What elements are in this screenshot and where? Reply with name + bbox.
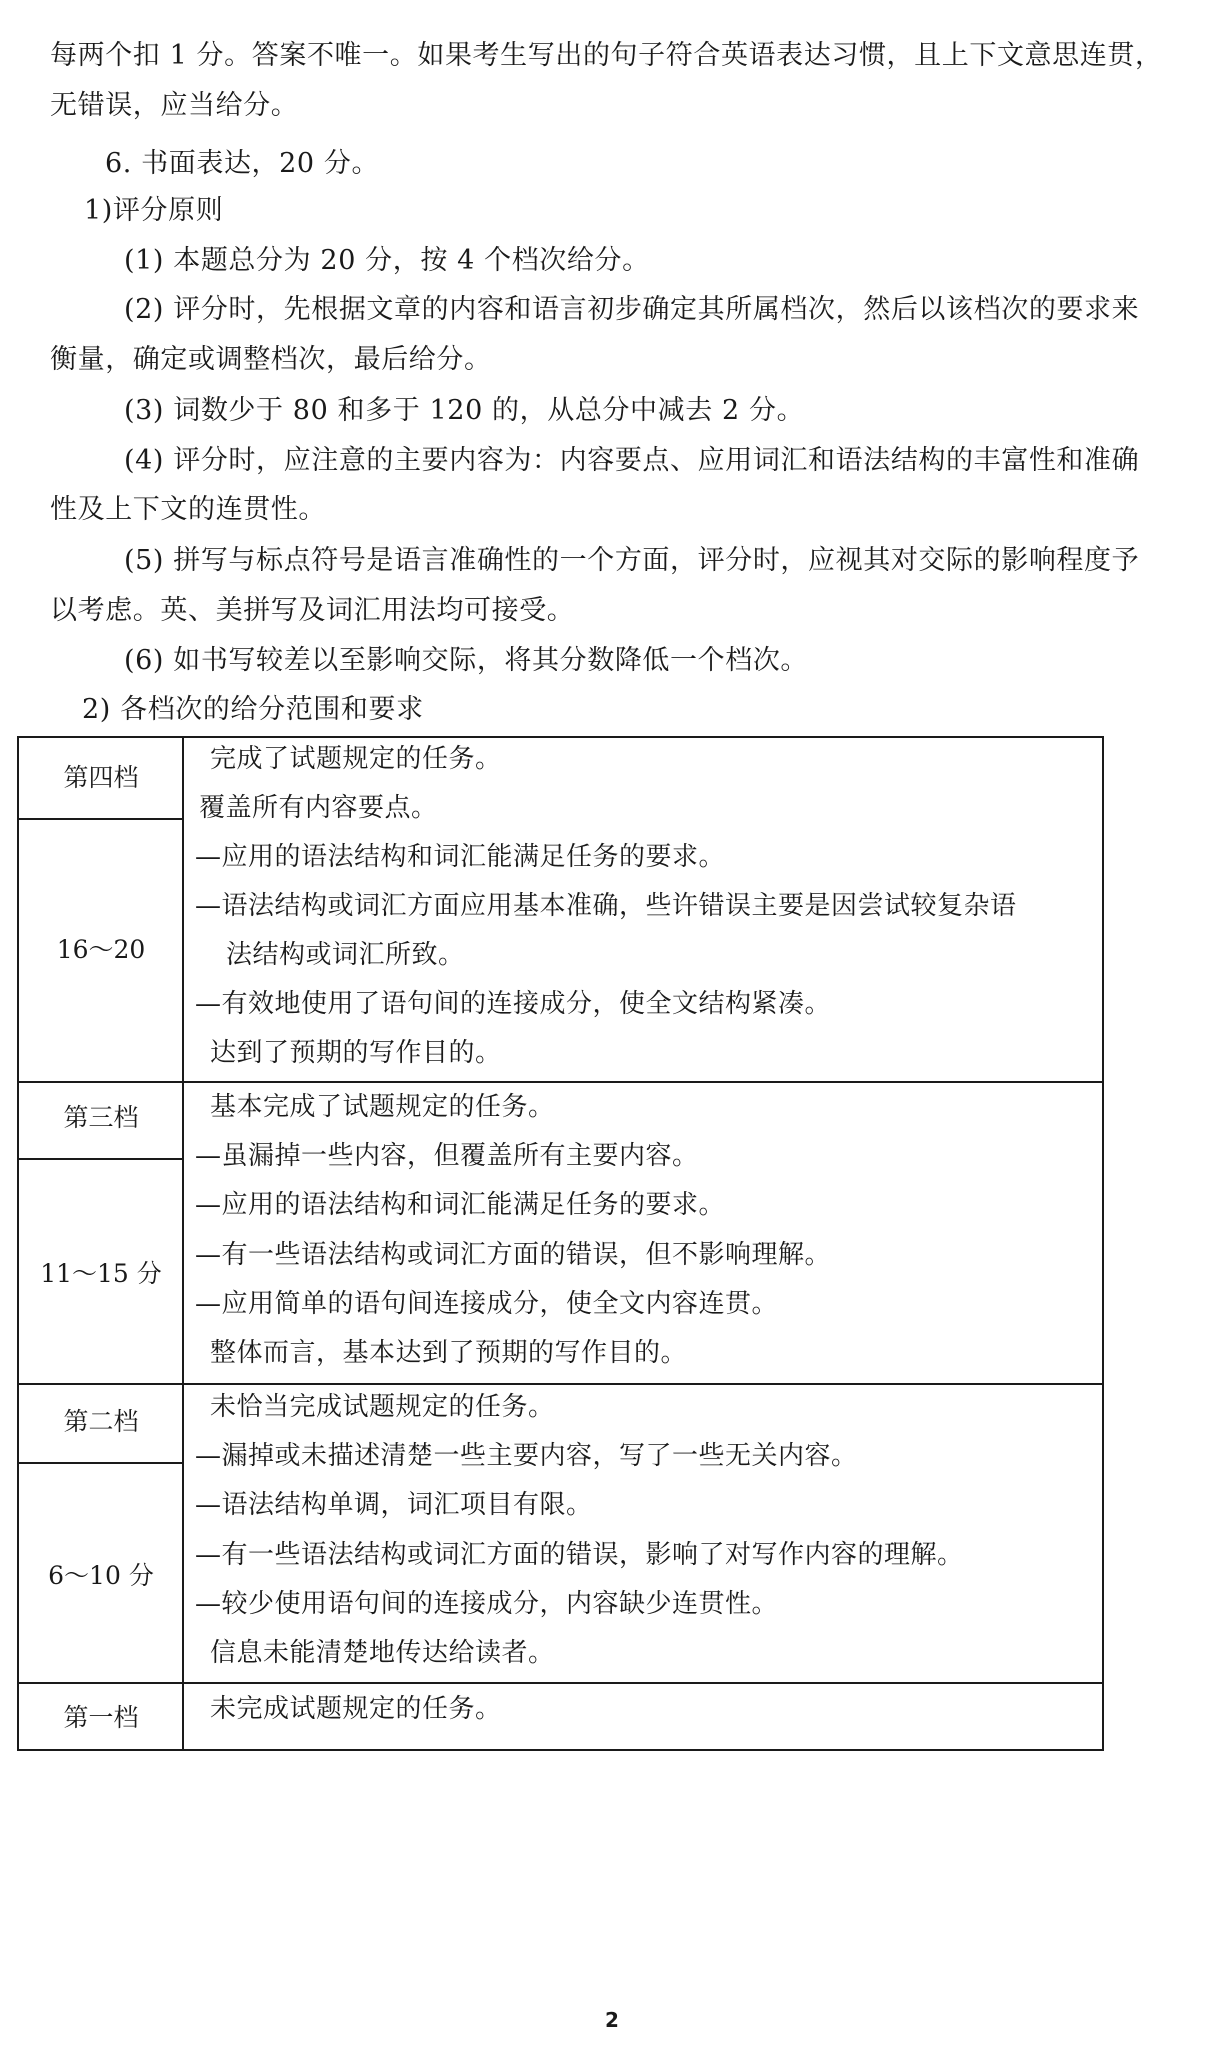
level-2-score: 6～10 分 bbox=[48, 1561, 154, 1590]
level-2-label: 第二档 bbox=[63, 1407, 139, 1436]
rule-3: (3) 词数少于 80 和多于 120 的，从总分中减去 2 分。 bbox=[124, 395, 805, 426]
level-2-line-4: —有一些语法结构或词汇方面的错误，影响了对写作内容的理解。 bbox=[195, 1540, 964, 1570]
level-2-line-1: 未恰当完成试题规定的任务。 bbox=[210, 1392, 555, 1422]
level-4-line-5: 法结构或词汇所致。 bbox=[226, 940, 465, 970]
rule-1: (1) 本题总分为 20 分，按 4 个档次给分。 bbox=[124, 245, 650, 276]
rule-5-line-1: (5) 拼写与标点符号是语言准确性的一个方面，评分时，应视其对交际的影响程度予 bbox=[124, 545, 1140, 576]
label-divider-level-2 bbox=[19, 1462, 182, 1464]
principles-title: 1)评分原则 bbox=[84, 195, 224, 226]
level-4-line-1: 完成了试题规定的任务。 bbox=[210, 744, 502, 774]
level-3-line-5: —应用简单的语句间连接成分，使全文内容连贯。 bbox=[195, 1289, 779, 1319]
level-2-line-5: —较少使用语句间的连接成分，内容缺少连贯性。 bbox=[195, 1589, 779, 1619]
level-1-label: 第一档 bbox=[63, 1703, 139, 1732]
level-3-line-4: —有一些语法结构或词汇方面的错误，但不影响理解。 bbox=[195, 1240, 832, 1270]
column-divider bbox=[182, 738, 184, 1749]
level-4-line-3: —应用的语法结构和词汇能满足任务的要求。 bbox=[195, 842, 726, 872]
level-3-label: 第三档 bbox=[63, 1103, 139, 1132]
level-1-line-1: 未完成试题规定的任务。 bbox=[210, 1694, 502, 1724]
level-4-line-4: —语法结构或词汇方面应用基本准确，些许错误主要是因尝试较复杂语 bbox=[195, 891, 1017, 921]
ranges-title: 2) 各档次的给分范围和要求 bbox=[82, 694, 424, 725]
level-4-score: 16～20 bbox=[56, 935, 146, 964]
level-2-line-3: —语法结构单调，词汇项目有限。 bbox=[195, 1490, 593, 1520]
rubric-table bbox=[17, 736, 1104, 1751]
label-divider-level-3 bbox=[19, 1158, 182, 1160]
row-divider-1 bbox=[19, 1081, 1102, 1083]
level-2-line-2: —漏掉或未描述清楚一些主要内容，写了一些无关内容。 bbox=[195, 1441, 858, 1471]
level-4-line-6: —有效地使用了语句间的连接成分，使全文结构紧凑。 bbox=[195, 989, 832, 1019]
row-divider-3 bbox=[19, 1682, 1102, 1684]
level-3-line-1: 基本完成了试题规定的任务。 bbox=[210, 1092, 555, 1122]
rule-6: (6) 如书写较差以至影响交际，将其分数降低一个档次。 bbox=[124, 645, 809, 676]
page-number: 2 bbox=[605, 2008, 619, 2032]
level-3-line-3: —应用的语法结构和词汇能满足任务的要求。 bbox=[195, 1190, 726, 1220]
rule-2-line-2: 衡量，确定或调整档次，最后给分。 bbox=[50, 344, 492, 375]
intro-line-2: 无错误，应当给分。 bbox=[50, 90, 299, 121]
level-4-line-2: 覆盖所有内容要点。 bbox=[199, 793, 438, 823]
label-divider-level-4 bbox=[19, 818, 182, 820]
rule-5-line-2: 以考虑。英、美拼写及词汇用法均可接受。 bbox=[50, 595, 575, 626]
intro-line-1: 每两个扣 1 分。答案不唯一。如果考生写出的句子符合英语表达习惯，且上下文意思连贯， bbox=[50, 40, 1163, 71]
level-2-line-6: 信息未能清楚地传达给读者。 bbox=[210, 1638, 555, 1668]
rule-2-line-1: (2) 评分时，先根据文章的内容和语言初步确定其所属档次，然后以该档次的要求来 bbox=[124, 294, 1140, 325]
level-4-line-7: 达到了预期的写作目的。 bbox=[210, 1038, 502, 1068]
level-3-score: 11～15 分 bbox=[40, 1259, 162, 1288]
row-divider-2 bbox=[19, 1383, 1102, 1385]
level-4-label: 第四档 bbox=[63, 763, 139, 792]
level-3-line-2: —虽漏掉一些内容，但覆盖所有主要内容。 bbox=[195, 1141, 699, 1171]
rule-4-line-2: 性及上下文的连贯性。 bbox=[50, 494, 326, 525]
level-3-line-6: 整体而言，基本达到了预期的写作目的。 bbox=[210, 1338, 688, 1368]
rule-4-line-1: (4) 评分时，应注意的主要内容为：内容要点、应用词汇和语法结构的丰富性和准确 bbox=[124, 445, 1140, 476]
section-heading: 6. 书面表达，20 分。 bbox=[105, 148, 380, 179]
